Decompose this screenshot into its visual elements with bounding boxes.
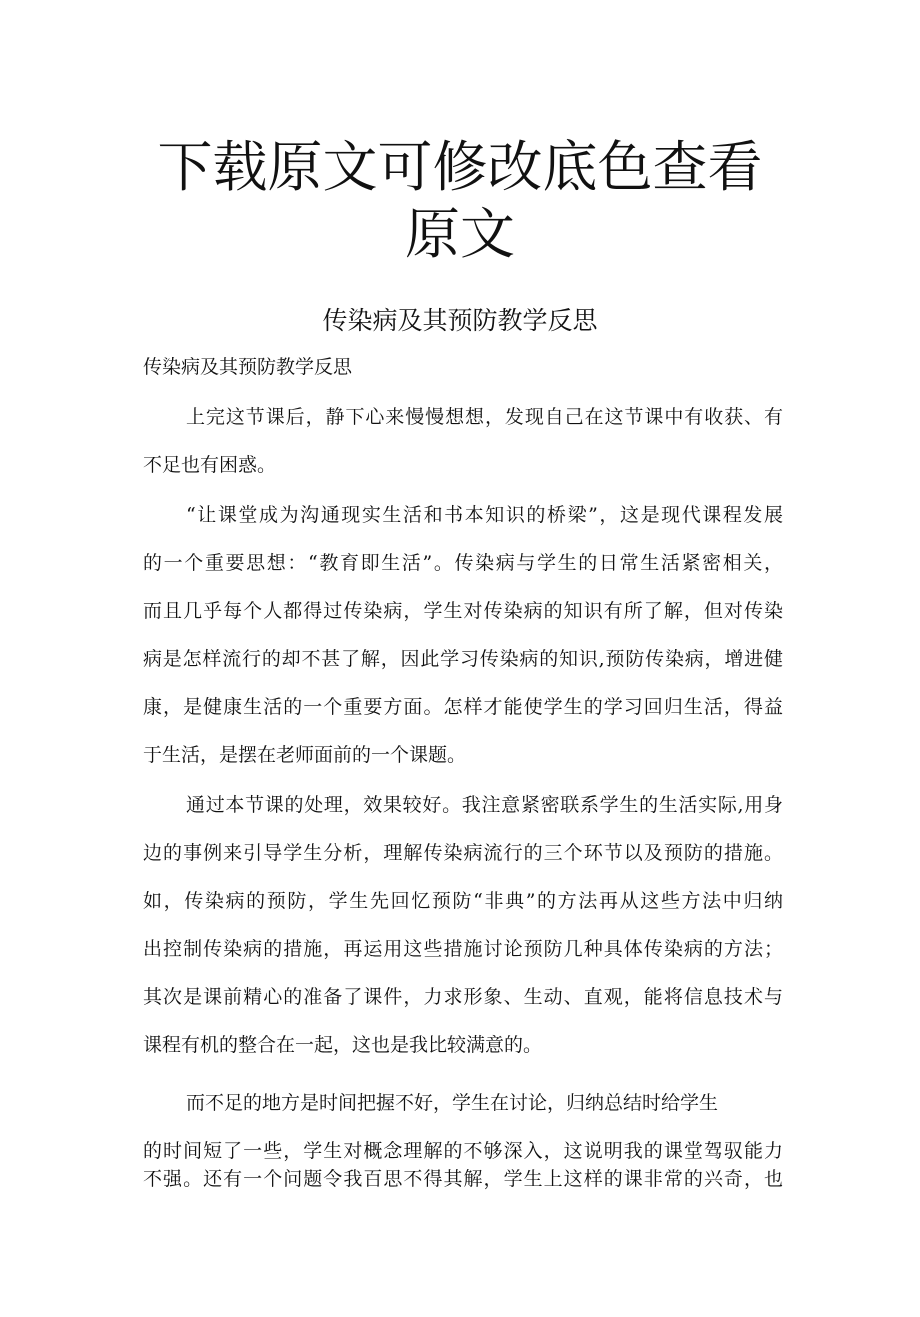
paragraph-4-line-3: 不强。还有一个问题令我百思不得其解，学生上这样的课非常的兴奇，也	[143, 1168, 783, 1190]
paragraph-4-line-1: 而不足的地方是时间把握不好，学生在讨论，归纳总结时给学生	[186, 1092, 719, 1114]
banner-heading-line-2: 原文	[404, 202, 515, 266]
paragraph-3-line-2: 边的事例来引导学生分析，理解传染病流行的三个环节以及预防的措施。	[143, 842, 783, 864]
paragraph-2-line-1: “让课堂成为沟通现实生活和书本知识的桥梁”，这是现代课程发展	[186, 504, 783, 526]
banner-heading-line-1: 下载原文可修改底色查看	[157, 135, 763, 199]
paragraph-1-line-2: 不足也有困惑。	[143, 454, 277, 476]
paragraph-4-line-2: 的时间短了一些，学生对概念理解的不够深入，这说明我的课堂驾驭能力	[143, 1140, 783, 1162]
paragraph-2-line-3: 而且几乎每个人都得过传染病，学生对传染病的知识有所了解，但对传染	[143, 600, 783, 622]
paragraph-2-line-5: 康，是健康生活的一个重要方面。怎样才能使学生的学习回归生活，得益	[143, 696, 783, 718]
paragraph-3-line-1: 通过本节课的处理，效果较好。我注意紧密联系学生的生活实际,用身	[186, 794, 783, 816]
document-title: 传染病及其预防教学反思	[322, 306, 598, 335]
paragraph-3-line-3: 如，传染病的预防，学生先回忆预防“非典”的方法再从这些方法中归纳	[143, 890, 783, 912]
paragraph-2-line-6: 于生活，是摆在老师面前的一个课题。	[143, 744, 467, 766]
paragraph-1-line-1: 上完这节课后，静下心来慢慢想想，发现自己在这节课中有收获、有	[186, 406, 783, 428]
paragraph-3-line-5: 其次是课前精心的准备了课件，力求形象、生动、直观，能将信息技术与	[143, 986, 783, 1008]
document-subtitle: 传染病及其预防教学反思	[143, 356, 353, 378]
paragraph-2-line-4: 病是怎样流行的却不甚了解，因此学习传染病的知识,预防传染病，增进健	[143, 648, 783, 670]
paragraph-3-line-6: 课程有机的整合在一起，这也是我比较满意的。	[143, 1034, 543, 1056]
paragraph-2-line-2: 的一个重要思想：“教育即生活”。传染病与学生的日常生活紧密相关，	[143, 552, 783, 574]
paragraph-3-line-4: 出控制传染病的措施，再运用这些措施讨论预防几种具体传染病的方法；	[143, 938, 783, 960]
